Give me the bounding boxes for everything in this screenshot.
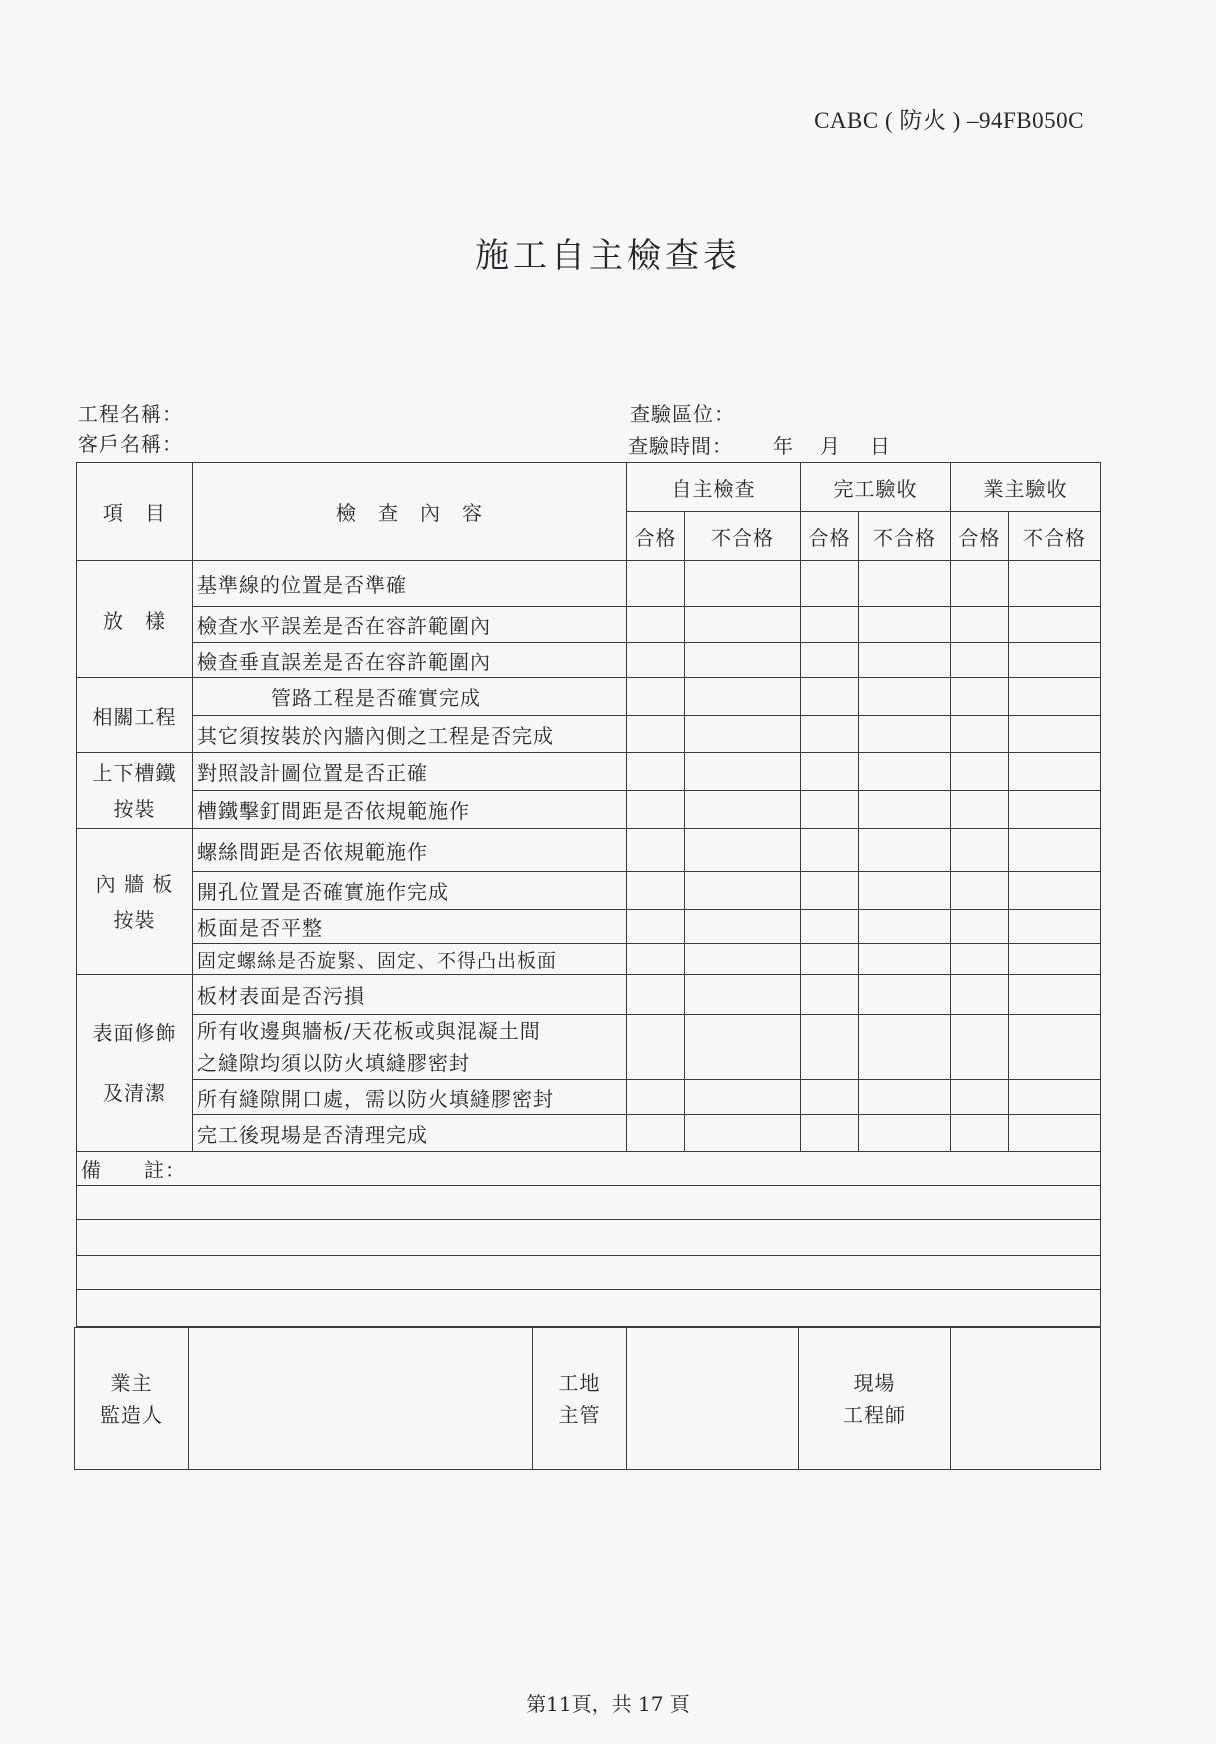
checkbox-cell[interactable] <box>951 643 1009 678</box>
header-owner-acceptance: 業主驗收 <box>951 463 1101 512</box>
checkbox-cell[interactable] <box>951 753 1009 791</box>
checkbox-cell[interactable] <box>1009 1080 1101 1115</box>
checkbox-cell[interactable] <box>859 1115 951 1152</box>
check-item: 板面是否平整 <box>193 910 627 944</box>
checkbox-cell[interactable] <box>801 829 859 872</box>
remarks-line[interactable] <box>77 1186 1101 1220</box>
check-item: 板材表面是否污損 <box>193 975 627 1015</box>
category-layout: 放 樣 <box>77 561 193 678</box>
header-item: 項 目 <box>77 463 193 561</box>
owner-supervisor-signature[interactable] <box>189 1328 533 1470</box>
check-item: 所有縫隙開口處，需以防火填縫膠密封 <box>193 1080 627 1115</box>
site-manager-line2: 主管 <box>558 1402 601 1427</box>
category-related-works: 相關工程 <box>77 678 193 753</box>
site-engineer-line1: 現場 <box>853 1370 896 1395</box>
category-label-line1: 表面修飾 <box>92 1021 177 1045</box>
checkbox-cell[interactable] <box>801 678 859 716</box>
checkbox-cell[interactable] <box>1009 1015 1101 1080</box>
checkbox-cell[interactable] <box>951 1115 1009 1152</box>
check-item: 對照設計圖位置是否正確 <box>193 753 627 791</box>
category-label-line2: 及清潔 <box>103 1081 166 1105</box>
checkbox-cell[interactable] <box>801 1080 859 1115</box>
checkbox-cell[interactable] <box>1009 1115 1101 1152</box>
checkbox-cell[interactable] <box>627 910 685 944</box>
checkbox-cell[interactable] <box>627 1115 685 1152</box>
checkbox-cell[interactable] <box>859 944 951 975</box>
checkbox-cell[interactable] <box>685 753 801 791</box>
header-pass: 合格 <box>801 512 859 561</box>
checkbox-cell[interactable] <box>627 643 685 678</box>
category-surface-cleaning <box>77 975 193 1152</box>
remarks-line[interactable] <box>77 1290 1101 1327</box>
checkbox-cell[interactable] <box>627 607 685 643</box>
check-item: 基準線的位置是否準確 <box>193 561 627 607</box>
check-item: 完工後現場是否清理完成 <box>193 1115 627 1152</box>
check-item-line1: 所有收邊與牆板/天花板或與混凝土間 <box>197 1019 541 1043</box>
owner-supervisor-line2: 監造人 <box>100 1402 163 1427</box>
check-item: 開孔位置是否確實施作完成 <box>193 872 627 910</box>
checkbox-cell[interactable] <box>685 716 801 753</box>
inspection-area-label: 查驗區位： <box>630 402 735 426</box>
check-item: 螺絲間距是否依規範施作 <box>193 829 627 872</box>
checkbox-cell[interactable] <box>859 791 951 829</box>
checkbox-cell[interactable] <box>801 643 859 678</box>
checkbox-cell[interactable] <box>859 1080 951 1115</box>
site-engineer-line2: 工程師 <box>843 1402 906 1427</box>
checkbox-cell[interactable] <box>685 829 801 872</box>
checkbox-cell[interactable] <box>859 829 951 872</box>
checkbox-cell[interactable] <box>685 944 801 975</box>
check-item: 其它須按裝於內牆內側之工程是否完成 <box>193 716 627 753</box>
checkbox-cell[interactable] <box>685 910 801 944</box>
checkbox-cell[interactable] <box>627 753 685 791</box>
checkbox-cell[interactable] <box>801 753 859 791</box>
project-name-label: 工程名稱： <box>78 402 183 426</box>
checkbox-cell[interactable] <box>951 607 1009 643</box>
checkbox-cell[interactable] <box>951 791 1009 829</box>
checkbox-cell[interactable] <box>685 872 801 910</box>
header-pass: 合格 <box>627 512 685 561</box>
checkbox-cell[interactable] <box>859 607 951 643</box>
checkbox-cell[interactable] <box>627 975 685 1015</box>
checkbox-cell[interactable] <box>801 1015 859 1080</box>
checkbox-cell[interactable] <box>859 872 951 910</box>
checkbox-cell[interactable] <box>859 678 951 716</box>
checkbox-cell[interactable] <box>1009 791 1101 829</box>
checkbox-cell[interactable] <box>1009 643 1101 678</box>
inspection-table <box>76 462 1101 1327</box>
checkbox-cell[interactable] <box>627 561 685 607</box>
owner-supervisor-label <box>75 1328 189 1470</box>
checkbox-cell[interactable] <box>685 1015 801 1080</box>
checkbox-cell[interactable] <box>1009 716 1101 753</box>
year-label: 年 <box>773 434 794 458</box>
header-fail: 不合格 <box>859 512 951 561</box>
checkbox-cell[interactable] <box>801 716 859 753</box>
remarks-line[interactable] <box>77 1256 1101 1290</box>
checkbox-cell[interactable] <box>801 1115 859 1152</box>
checkbox-cell[interactable] <box>951 716 1009 753</box>
checkbox-cell[interactable] <box>859 561 951 607</box>
day-label: 日 <box>870 434 891 458</box>
header-pass: 合格 <box>951 512 1009 561</box>
checkbox-cell[interactable] <box>951 944 1009 975</box>
check-item: 管路工程是否確實完成 <box>193 678 627 716</box>
category-label-line1: 上下槽鐵 <box>92 760 177 785</box>
checkbox-cell[interactable] <box>685 1115 801 1152</box>
checkbox-cell[interactable] <box>685 643 801 678</box>
checkbox-cell[interactable] <box>859 753 951 791</box>
checkbox-cell[interactable] <box>951 872 1009 910</box>
check-item <box>193 1015 627 1080</box>
checkbox-cell[interactable] <box>685 607 801 643</box>
checkbox-cell[interactable] <box>685 561 801 607</box>
document-code: CABC ( 防火 ) –94FB050C <box>814 108 1084 133</box>
checkbox-cell[interactable] <box>627 716 685 753</box>
checkbox-cell[interactable] <box>685 975 801 1015</box>
checkbox-cell[interactable] <box>801 791 859 829</box>
checkbox-cell[interactable] <box>859 643 951 678</box>
page-footer: 第11頁，共 17 頁 <box>526 1692 690 1716</box>
site-engineer-label <box>799 1328 951 1470</box>
checkbox-cell[interactable] <box>859 1015 951 1080</box>
header-content: 檢 查 內 容 <box>193 463 627 561</box>
check-item: 槽鐵擊釘間距是否依規範施作 <box>193 791 627 829</box>
check-item: 固定螺絲是否旋緊、固定、不得凸出板面 <box>193 944 627 975</box>
checkbox-cell[interactable] <box>1009 872 1101 910</box>
category-label-line2: 按裝 <box>113 796 156 821</box>
page-title: 施工自主檢查表 <box>475 236 741 276</box>
checkbox-cell[interactable] <box>859 975 951 1015</box>
checkbox-cell[interactable] <box>1009 753 1101 791</box>
checkbox-cell[interactable] <box>1009 975 1101 1015</box>
checkbox-cell[interactable] <box>801 975 859 1015</box>
inspection-time-label: 查驗時間： <box>628 434 733 458</box>
header-fail: 不合格 <box>1009 512 1101 561</box>
checkbox-cell[interactable] <box>951 829 1009 872</box>
checkbox-cell[interactable] <box>801 607 859 643</box>
check-item: 檢查水平誤差是否在容許範圍內 <box>193 607 627 643</box>
checkbox-cell[interactable] <box>685 1080 801 1115</box>
checkbox-cell[interactable] <box>627 872 685 910</box>
checkbox-cell[interactable] <box>951 678 1009 716</box>
header-self-inspection: 自主檢查 <box>627 463 801 512</box>
checkbox-cell[interactable] <box>859 716 951 753</box>
checkbox-cell[interactable] <box>859 910 951 944</box>
checkbox-cell[interactable] <box>627 678 685 716</box>
checkbox-cell[interactable] <box>627 1015 685 1080</box>
header-fail: 不合格 <box>685 512 801 561</box>
site-engineer-signature[interactable] <box>951 1328 1101 1470</box>
checkbox-cell[interactable] <box>951 975 1009 1015</box>
checkbox-cell[interactable] <box>1009 944 1101 975</box>
checkbox-cell[interactable] <box>1009 607 1101 643</box>
site-manager-signature[interactable] <box>627 1328 799 1470</box>
checkbox-cell[interactable] <box>1009 678 1101 716</box>
remarks-line[interactable] <box>77 1220 1101 1256</box>
checkbox-cell[interactable] <box>1009 910 1101 944</box>
category-wallboard-install <box>77 829 193 975</box>
header-completion-acceptance: 完工驗收 <box>801 463 951 512</box>
checkbox-cell[interactable] <box>801 561 859 607</box>
category-label-line2: 按裝 <box>113 907 156 932</box>
checkbox-cell[interactable] <box>951 1080 1009 1115</box>
owner-supervisor-line1: 業主 <box>110 1370 153 1395</box>
checkbox-cell[interactable] <box>1009 829 1101 872</box>
checkbox-cell[interactable] <box>1009 561 1101 607</box>
checkbox-cell[interactable] <box>685 678 801 716</box>
category-channel-install <box>77 753 193 829</box>
checkbox-cell[interactable] <box>801 872 859 910</box>
checkbox-cell[interactable] <box>951 910 1009 944</box>
site-manager-line1: 工地 <box>558 1370 601 1395</box>
checkbox-cell[interactable] <box>685 791 801 829</box>
checkbox-cell[interactable] <box>627 1080 685 1115</box>
checkbox-cell[interactable] <box>627 829 685 872</box>
check-item: 檢查垂直誤差是否在容許範圍內 <box>193 643 627 678</box>
check-item-line2: 之縫隙均須以防火填縫膠密封 <box>197 1051 470 1075</box>
category-label-line1: 內 牆 板 <box>95 871 174 896</box>
checkbox-cell[interactable] <box>951 1015 1009 1080</box>
checkbox-cell[interactable] <box>627 791 685 829</box>
checkbox-cell[interactable] <box>627 944 685 975</box>
checkbox-cell[interactable] <box>801 944 859 975</box>
checkbox-cell[interactable] <box>801 910 859 944</box>
month-label: 月 <box>820 434 841 458</box>
client-name-label: 客戶名稱： <box>78 432 183 456</box>
remarks-label: 備 註： <box>77 1152 1101 1186</box>
signature-table <box>74 1327 1101 1470</box>
checkbox-cell[interactable] <box>951 561 1009 607</box>
site-manager-label <box>533 1328 627 1470</box>
